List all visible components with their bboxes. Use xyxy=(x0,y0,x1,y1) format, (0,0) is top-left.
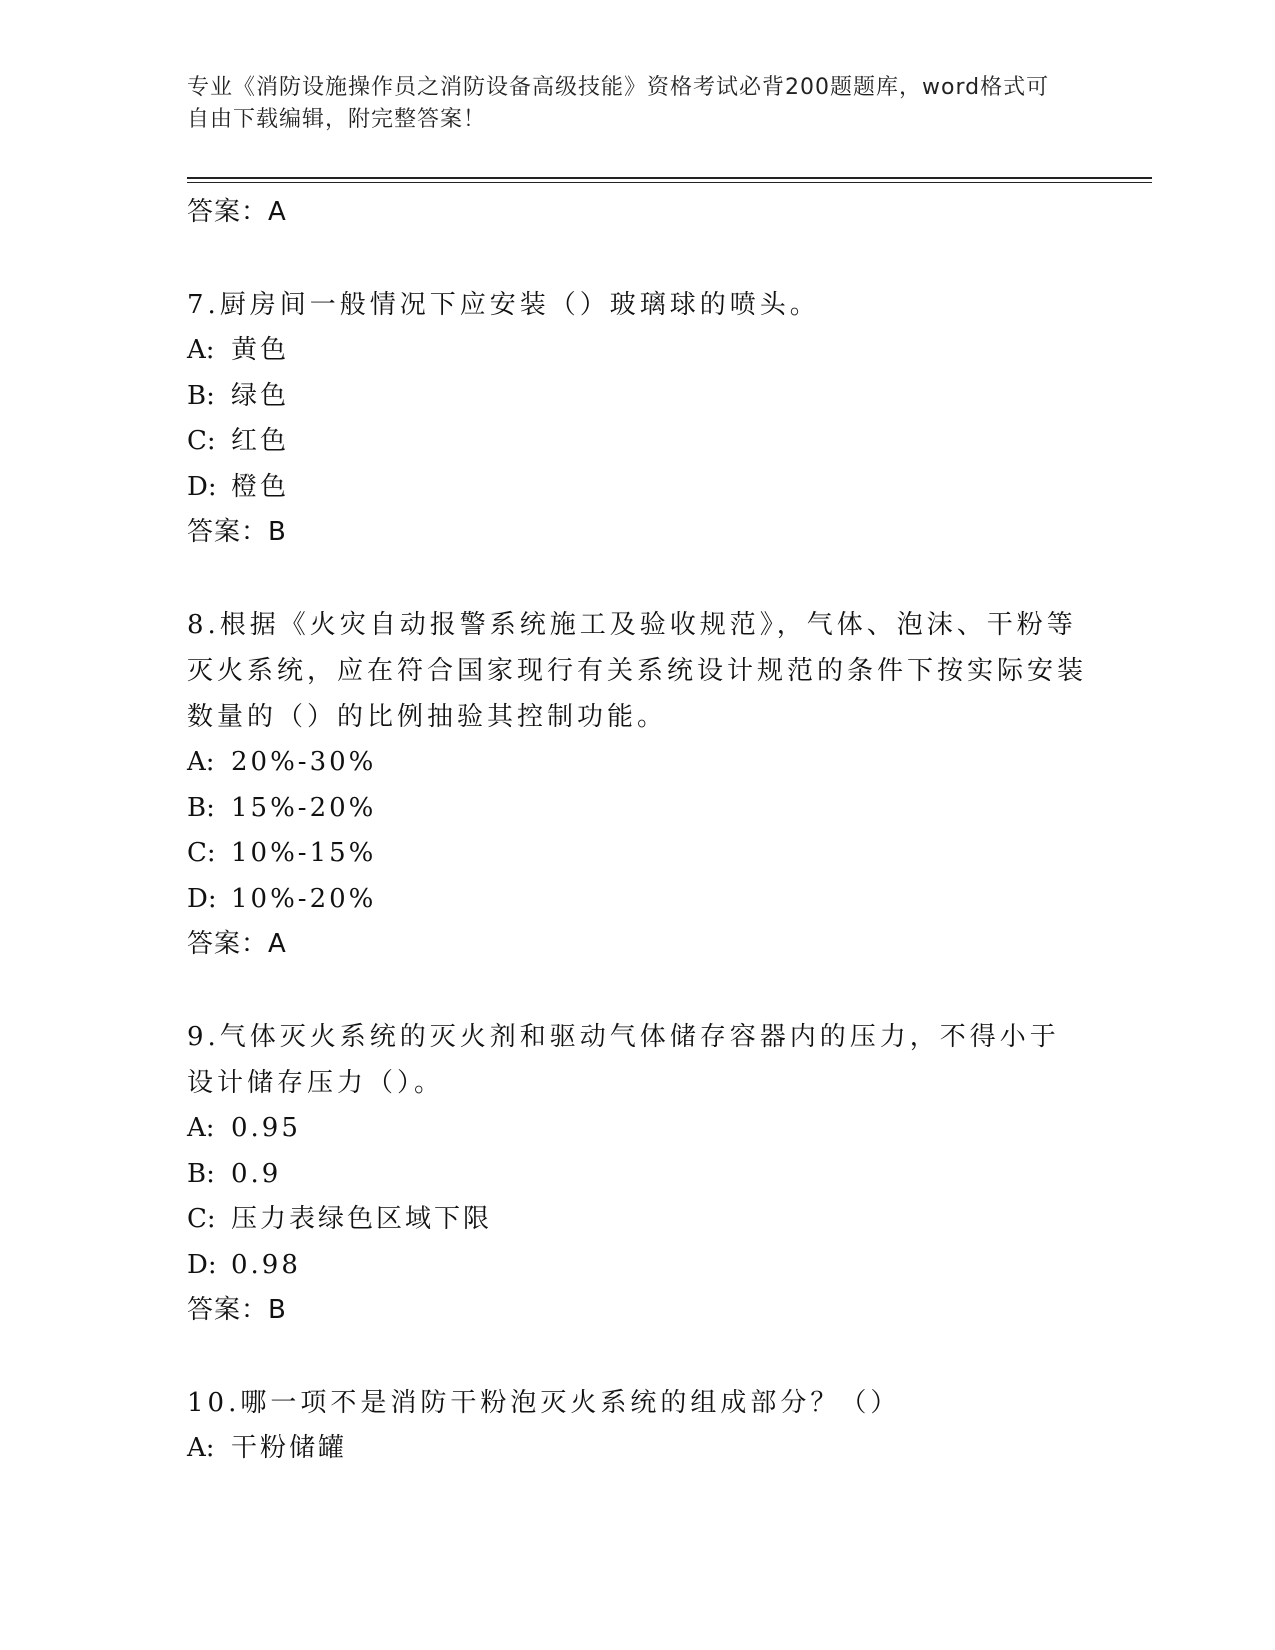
option-a xyxy=(187,328,1087,374)
question-block xyxy=(187,282,1087,554)
option-text: 干粉储罐 xyxy=(231,1433,348,1463)
option-a xyxy=(187,1426,1087,1472)
option-key: A: xyxy=(187,335,215,365)
option-text: 黄色 xyxy=(231,335,290,365)
option-key: B: xyxy=(187,380,215,411)
option-key: A: xyxy=(187,1113,215,1143)
option-text: 10%-15% xyxy=(231,838,377,868)
option-key: C: xyxy=(187,426,216,456)
option-key: A: xyxy=(187,1433,215,1463)
option-c xyxy=(187,831,1087,877)
option-text: 橙色 xyxy=(231,471,290,502)
spacer xyxy=(187,966,1087,1014)
option-a xyxy=(187,740,1087,786)
option-text: 0.9 xyxy=(231,1158,282,1189)
option-key: D: xyxy=(187,471,217,502)
question-text: 9.气体灭火系统的灭火剂和驱动气体储存容器内的压力，不得小于设计储存压力（）。 xyxy=(187,1022,1060,1098)
option-d xyxy=(187,465,1087,511)
spacer xyxy=(187,554,1087,602)
answer-line: 答案：B xyxy=(187,517,287,547)
option-text: 0.98 xyxy=(231,1249,301,1280)
spacer xyxy=(187,234,1087,282)
option-text: 10%-20% xyxy=(231,883,377,914)
option-d xyxy=(187,1243,1087,1289)
question-text: 8.根据《火灾自动报警系统施工及验收规范》，气体、泡沫、干粉等灭火系统，应在符合国家现行有关系统设计规范的条件下按实际安装数量的（）的比例抽验其控制功能。 xyxy=(187,610,1088,732)
question-block xyxy=(187,1380,1087,1472)
option-c xyxy=(187,1197,1087,1243)
question-block xyxy=(187,602,1087,966)
option-b xyxy=(187,374,1087,420)
option-key: D: xyxy=(187,1249,217,1280)
header-divider-thick xyxy=(187,177,1152,179)
option-d xyxy=(187,877,1087,923)
option-key: C: xyxy=(187,1204,216,1234)
option-key: B: xyxy=(187,792,215,823)
option-text: 压力表绿色区域下限 xyxy=(231,1204,493,1234)
option-key: B: xyxy=(187,1158,215,1189)
option-a xyxy=(187,1106,1087,1152)
option-b xyxy=(187,786,1087,832)
option-text: 20%-30% xyxy=(231,747,377,777)
option-c xyxy=(187,419,1087,465)
document-header: 专业《消防设施操作员之消防设备高级技能》资格考试必背200题题库，word格式可自由下载编辑，附完整答案！ xyxy=(187,75,1050,132)
header-divider-thin xyxy=(187,182,1152,183)
option-text: 0.95 xyxy=(231,1113,301,1143)
question-text: 7.厨房间一般情况下应安装（）玻璃球的喷头。 xyxy=(187,290,820,320)
option-key: C: xyxy=(187,838,216,868)
option-text: 15%-20% xyxy=(231,792,377,823)
answer-line: 答案：A xyxy=(187,929,287,959)
option-text: 绿色 xyxy=(231,380,290,411)
question-text: 10.哪一项不是消防干粉泡灭火系统的组成部分？（） xyxy=(187,1388,901,1418)
option-key: D: xyxy=(187,883,217,914)
question-block xyxy=(187,1014,1087,1332)
option-b xyxy=(187,1152,1087,1198)
answer-line: 答案：B xyxy=(187,1295,287,1325)
answer-line: 答案：A xyxy=(187,197,287,227)
spacer xyxy=(187,1332,1087,1380)
option-key: A: xyxy=(187,747,215,777)
option-text: 红色 xyxy=(231,426,290,456)
question-list xyxy=(187,190,1087,1472)
